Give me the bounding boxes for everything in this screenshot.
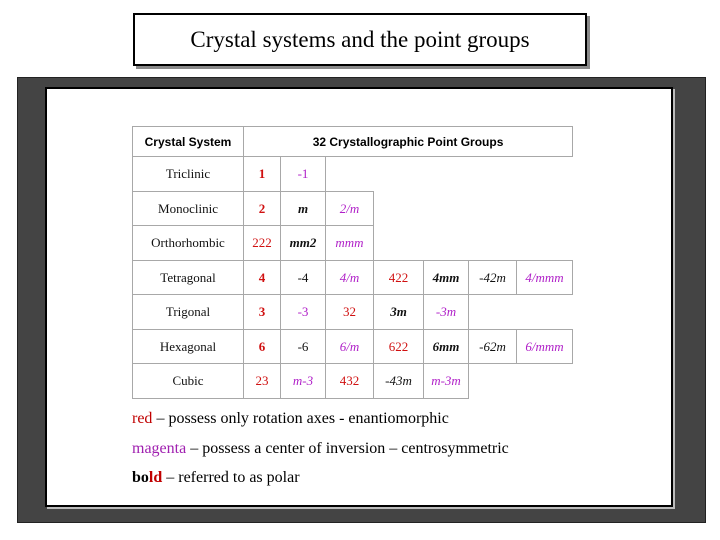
point-group-cell: 2/m — [326, 191, 374, 226]
empty-cell — [374, 191, 573, 226]
point-group-cell: 432 — [326, 364, 374, 399]
point-group-cell: 23 — [244, 364, 281, 399]
header-point-groups: 32 Crystallographic Point Groups — [244, 127, 573, 157]
crystal-system-cell: Triclinic — [133, 157, 244, 192]
point-group-cell: 1 — [244, 157, 281, 192]
slide-title: Crystal systems and the point groups — [133, 13, 587, 66]
crystal-system-cell: Orthorhombic — [133, 226, 244, 261]
table-row — [133, 364, 573, 399]
point-group-cell: 32 — [326, 295, 374, 330]
legend-red-text: – possess only rotation axes - enantiomorphic — [152, 410, 449, 427]
point-group-cell: -1 — [281, 157, 326, 192]
point-group-cell: m — [281, 191, 326, 226]
table-row — [133, 226, 573, 261]
table-row — [133, 157, 573, 192]
legend-magenta — [132, 440, 509, 458]
point-group-cell: -62m — [469, 329, 517, 364]
point-group-cell: -3m — [424, 295, 469, 330]
legend-magenta-key: magenta — [132, 440, 187, 457]
point-group-cell: 622 — [374, 329, 424, 364]
table-header-row — [133, 127, 573, 157]
crystal-system-cell: Monoclinic — [133, 191, 244, 226]
point-group-cell: -42m — [469, 260, 517, 295]
empty-cell — [374, 226, 573, 261]
crystal-system-cell: Hexagonal — [133, 329, 244, 364]
crystal-system-cell: Trigonal — [133, 295, 244, 330]
point-group-cell: 422 — [374, 260, 424, 295]
crystal-system-cell: Tetragonal — [133, 260, 244, 295]
crystal-system-cell: Cubic — [133, 364, 244, 399]
point-group-cell: 222 — [244, 226, 281, 261]
point-group-cell: 6/mmm — [517, 329, 573, 364]
empty-cell — [469, 364, 573, 399]
empty-cell — [469, 295, 573, 330]
table-row — [133, 260, 573, 295]
legend-bold-key-part2: ld — [148, 469, 163, 486]
legend-bold-text: – referred to as polar — [162, 469, 300, 486]
point-group-cell: m-3m — [424, 364, 469, 399]
header-crystal-system: Crystal System — [133, 127, 244, 157]
point-group-cell: 4 — [244, 260, 281, 295]
legend-bold — [132, 469, 300, 487]
point-group-cell: mmm — [326, 226, 374, 261]
legend-red-key: red — [132, 410, 153, 427]
point-group-cell: 6 — [244, 329, 281, 364]
table-row — [133, 295, 573, 330]
point-group-cell: 3 — [244, 295, 281, 330]
point-group-cell: 3m — [374, 295, 424, 330]
point-group-cell: m-3 — [281, 364, 326, 399]
point-group-cell: 6/m — [326, 329, 374, 364]
point-group-cell: 6mm — [424, 329, 469, 364]
empty-cell — [326, 157, 573, 192]
point-group-table — [132, 126, 573, 399]
legend-bold-key-part1: bo — [132, 469, 149, 486]
legend-magenta-text: – possess a center of inversion – centrosymmetric — [186, 440, 509, 457]
point-group-cell: -6 — [281, 329, 326, 364]
point-group-cell: 4/m — [326, 260, 374, 295]
point-group-cell: -3 — [281, 295, 326, 330]
legend-red — [132, 410, 449, 428]
point-group-cell: 4mm — [424, 260, 469, 295]
table-row — [133, 191, 573, 226]
point-group-cell: 4/mmm — [517, 260, 573, 295]
point-group-cell: -43m — [374, 364, 424, 399]
point-group-cell: 2 — [244, 191, 281, 226]
table-body — [133, 127, 573, 399]
point-group-cell: mm2 — [281, 226, 326, 261]
table-row — [133, 329, 573, 364]
point-group-cell: -4 — [281, 260, 326, 295]
point-group-table-area — [132, 126, 572, 399]
